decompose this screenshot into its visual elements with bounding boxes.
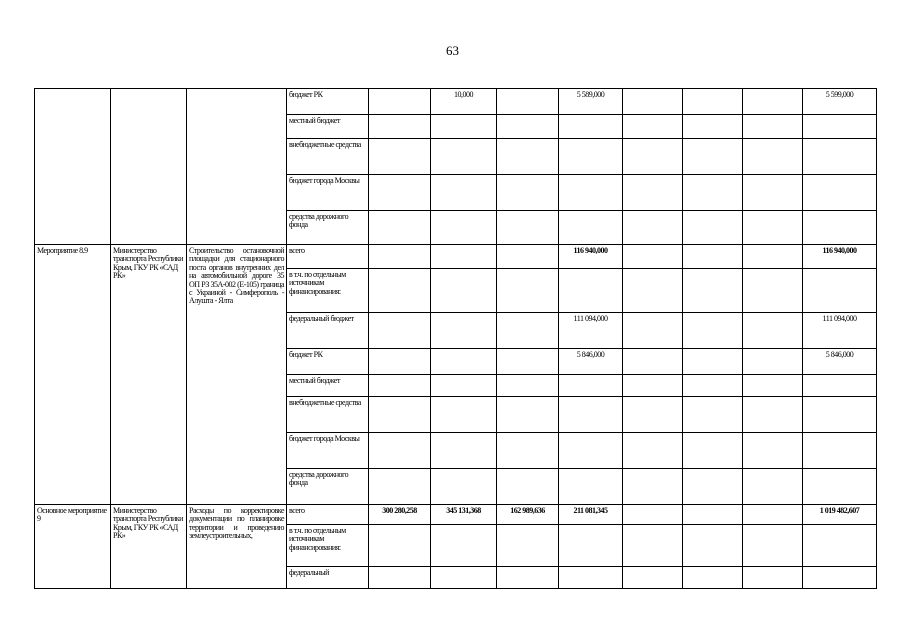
source-cell: средства дорожного фонда — [287, 211, 369, 245]
total-cell: 5 599,000 — [803, 89, 877, 115]
source-cell: бюджет города Москвы — [287, 433, 369, 469]
source-cell: местный бюджет — [287, 375, 369, 397]
source-cell: средства дорожного фонда — [287, 469, 369, 505]
description-cell: Расходы по корректировке документации по планировке территории и проведению землеустроительных, — [187, 505, 287, 589]
source-cell: бюджет РК — [287, 349, 369, 375]
source-cell: в т.ч. по отдельным источникам финансирования: — [287, 269, 369, 313]
value-cell: 162 989,636 — [497, 505, 559, 525]
total-cell: 1 019 482,607 — [803, 505, 877, 525]
value-cell: 345 131,368 — [431, 505, 497, 525]
source-cell: всего — [287, 505, 369, 525]
event-name: Основное мероприятие 9 — [35, 505, 111, 589]
value-cell — [497, 89, 559, 115]
value-cell: 116 940,000 — [559, 245, 623, 269]
source-cell: местный бюджет — [287, 115, 369, 139]
source-cell: внебюджетные средства — [287, 139, 369, 175]
total-cell: 116 940,000 — [803, 245, 877, 269]
value-cell — [623, 89, 683, 115]
value-cell — [683, 89, 743, 115]
source-cell: федеральный — [287, 567, 369, 589]
event-cell — [35, 89, 111, 245]
value-cell — [743, 89, 803, 115]
source-cell: в т.ч. по отдельным источникам финансирования: — [287, 525, 369, 567]
event-name: Мероприятие 8.9 — [35, 245, 111, 505]
table-row — [35, 89, 877, 115]
table-row — [35, 505, 877, 525]
source-cell: внебюджетные средства — [287, 397, 369, 433]
description-cell — [187, 89, 287, 245]
description-cell: Строительство остановочной площадки для стационарного поста органов внутренних дел на автомобильной дороге 35 ОП РЗ 35А-002 (Е-105) граница с Украиной - Симферополь - Алушта - Ялта — [187, 245, 287, 505]
source-cell: бюджет РК — [287, 89, 369, 115]
executor-cell — [111, 89, 187, 245]
value-cell: 5 589,000 — [559, 89, 623, 115]
value-cell: 111 094,000 — [559, 313, 623, 349]
source-cell: всего — [287, 245, 369, 269]
value-cell: 300 280,258 — [369, 505, 431, 525]
source-cell: бюджет города Москвы — [287, 175, 369, 211]
total-cell: 111 094,000 — [803, 313, 877, 349]
source-cell: федеральный бюджет — [287, 313, 369, 349]
executor-cell: Министерство транспорта Республики Крым, ГКУ РК «САД РК» — [111, 505, 187, 589]
value-cell — [369, 89, 431, 115]
value-cell: 211 081,345 — [559, 505, 623, 525]
value-cell: 5 846,000 — [559, 349, 623, 375]
total-cell: 5 846,000 — [803, 349, 877, 375]
budget-table — [34, 88, 877, 589]
page-number: 63 — [446, 43, 459, 58]
table-row — [35, 245, 877, 269]
value-cell: 10,000 — [431, 89, 497, 115]
executor-cell: Министерство транспорта Республики Крым, ГКУ РК «САД РК» — [111, 245, 187, 505]
